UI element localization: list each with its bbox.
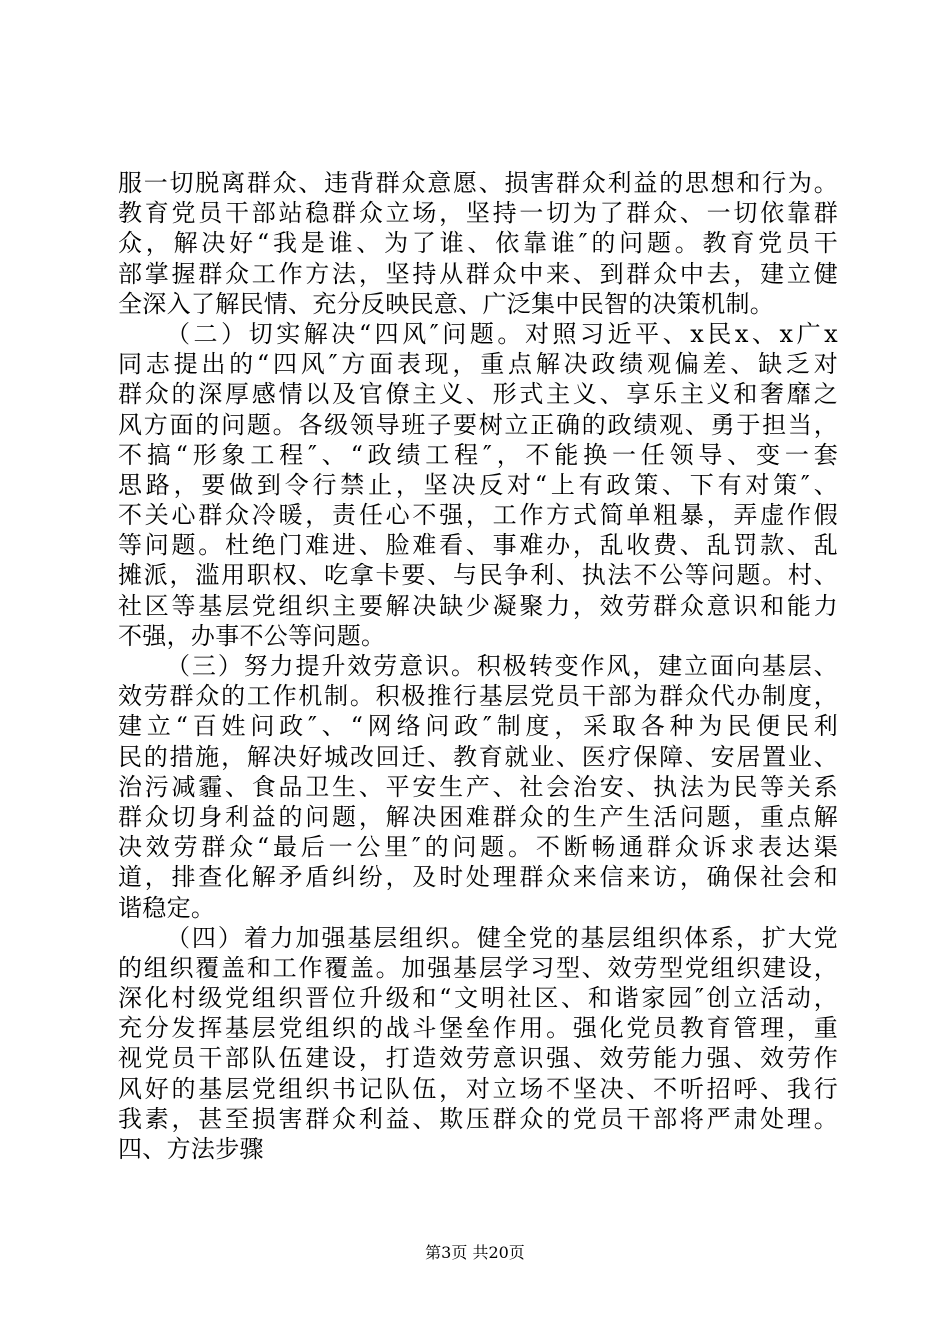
text-line: 深化村级党组织晋位升级和“文明社区、和谐家园″创立活动，: [118, 984, 838, 1013]
section-heading-2: （二）切实解决“四风″问题。对照习近平、x民x、x广x: [166, 319, 838, 348]
text-line: 充分发挥基层党组织的战斗堡垒作用。强化党员教育管理，重: [118, 1014, 838, 1043]
text-line: 视党员干部队伍建设，打造效劳意识强、效劳能力强、效劳作: [118, 1044, 838, 1073]
text-line: 群众切身利益的问题，解决困难群众的生产生活问题，重点解: [118, 802, 838, 831]
text-line: 部掌握群众工作方法，坚持从群众中来、到群众中去，建立健: [118, 259, 838, 288]
section-heading-4: （四）着力加强基层组织。健全党的基层组织体系，扩大党: [166, 923, 838, 952]
text-line: 不搞“形象工程″、“政绩工程″，不能换一任领导、变一套: [118, 440, 838, 469]
section-heading-3: （三）努力提升效劳意识。积极转变作风，建立面向基层、: [166, 652, 838, 680]
text-line: 四、方法步骤: [118, 1135, 264, 1163]
text-line: 民的措施，解决好城改回迁、教育就业、医疗保障、安居置业、: [118, 742, 838, 771]
text-line: 决效劳群众“最后一公里″的问题。不断畅通群众诉求表达渠: [118, 833, 838, 862]
text-line: 的组织覆盖和工作覆盖。加强基层学习型、效劳型党组织建设，: [118, 953, 838, 982]
text-line: 等问题。杜绝门难进、脸难看、事难办，乱收费、乱罚款、乱: [118, 531, 838, 560]
text-line: 社区等基层党组织主要解决缺少凝聚力，效劳群众意识和能力: [118, 591, 838, 620]
text-line: 风方面的问题。各级领导班子要树立正确的政绩观、勇于担当，: [118, 410, 838, 439]
text-line: 不强，办事不公等问题。: [118, 621, 386, 650]
text-line: 不关心群众冷暖，责任心不强，工作方式简单粗暴，弄虚作假: [118, 501, 838, 530]
text-line: 同志提出的“四风″方面表现，重点解决政绩观偏差、缺乏对: [118, 350, 838, 379]
text-line: 教育党员干部站稳群众立场，坚持一切为了群众、一切依靠群: [118, 199, 838, 228]
text-line: 众，解决好“我是谁、为了谁、依靠谁″的问题。教育党员干: [118, 229, 838, 258]
text-line: 治污减霾、食品卫生、平安生产、社会治安、执法为民等关系: [118, 772, 838, 801]
text-line: 风好的基层党组织书记队伍，对立场不坚决、不听招呼、我行: [118, 1074, 838, 1103]
text-line: 群众的深厚感情以及官僚主义、形式主义、享乐主义和奢靡之: [118, 380, 838, 409]
text-line: 服一切脱离群众、违背群众意愿、损害群众利益的思想和行为。: [118, 169, 838, 197]
text-line: 道，排查化解矛盾纠纷，及时处理群众来信来访，确保社会和: [118, 863, 838, 892]
text-line: 思路，要做到令行禁止，坚决反对“上有政策、下有对策″、: [118, 470, 838, 499]
body-text: [118, 168, 838, 1194]
section-title-methods: [118, 1164, 838, 1194]
text-line: 效劳群众的工作机制。积极推行基层党员干部为群众代办制度，: [118, 682, 838, 711]
text-line: 我素，甚至损害群众利益、欺压群众的党员干部将严肃处理。: [118, 1104, 838, 1133]
page-footer: 第3页 共20页: [425, 1243, 525, 1262]
text-line: 摊派，滥用职权、吃拿卡要、与民争利、执法不公等问题。村、: [118, 561, 838, 590]
text-line: 建立“百姓问政″、“网络问政″制度，采取各种为民便民利: [118, 712, 838, 741]
text-line: 谐稳定。: [118, 893, 216, 922]
text-line: 全深入了解民情、充分反映民意、广泛集中民智的决策机制。: [118, 289, 775, 318]
